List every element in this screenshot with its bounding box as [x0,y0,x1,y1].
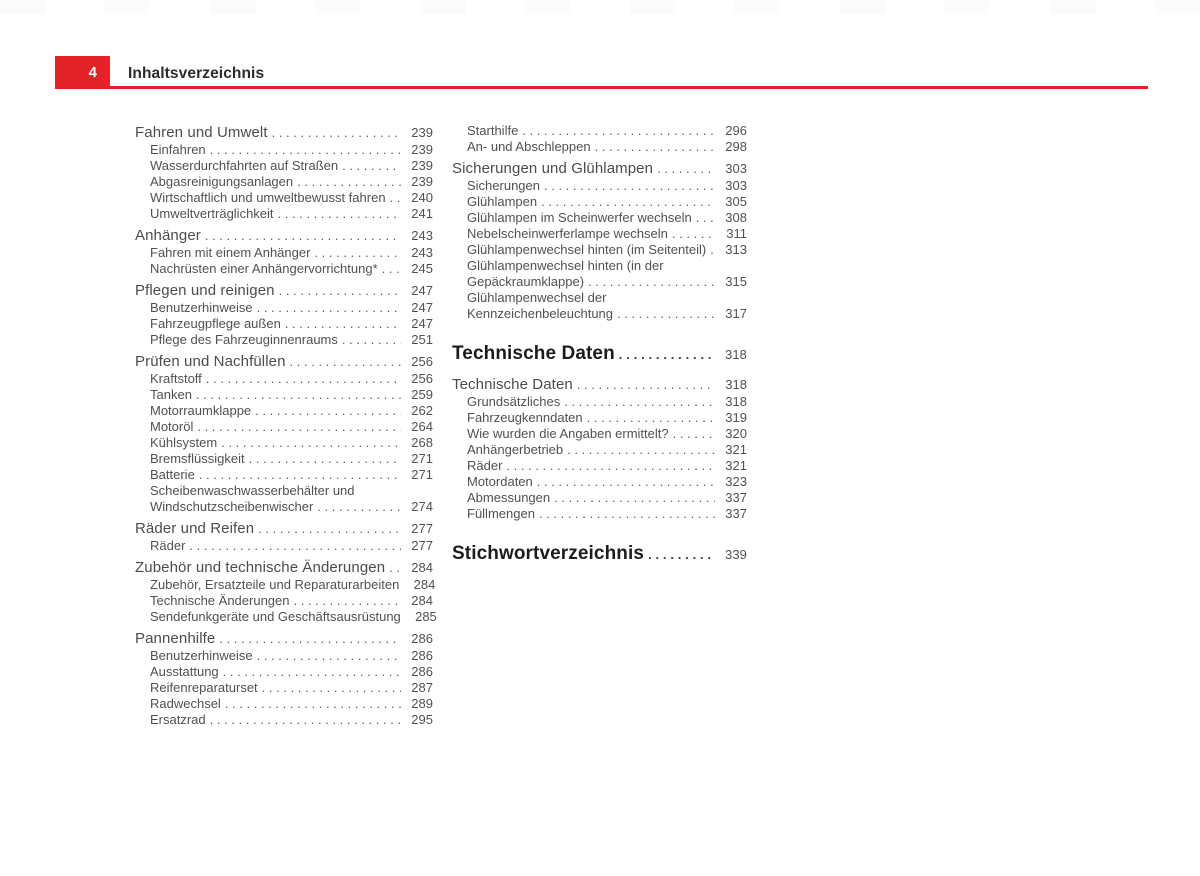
toc-entry-label: Reifenreparaturset [150,680,258,695]
toc-left-column [135,123,437,728]
toc-entry-label: Nebelscheinwerferlampe wechseln [467,226,668,241]
toc-entry-label: Benutzerhinweise [150,300,253,315]
toc-entry-label: Kühlsystem [150,435,218,450]
dot-leader [206,371,401,387]
toc-entry-label: Abgasreinigungsanlagen [150,174,294,189]
toc-entry-label-line1: Glühlampenwechsel hinten (in der [467,258,664,273]
toc-section-row [452,159,747,178]
toc-entry-label: Benutzerhinweise [150,648,253,663]
toc-entry-row [135,696,433,712]
toc-entry-row [135,419,433,435]
toc-entry-row [135,403,433,419]
toc-entry-label: Wasserdurchfahrten auf Straßen [150,158,339,173]
toc-page-number: 318 [725,347,747,362]
dot-leader [696,210,715,226]
dot-leader [522,123,715,139]
toc-page-number: 259 [411,387,433,402]
toc-entry-row [452,194,747,210]
toc-right-column [452,123,747,575]
toc-entry-row [452,139,747,155]
toc-page-number: 313 [725,242,747,257]
dot-leader [389,558,401,577]
toc-page-number: 268 [411,435,433,450]
dot-leader [710,242,715,258]
toc-entry-row [452,410,747,426]
toc-entry-label: Füllmengen [467,506,535,521]
toc-entry-label: Motordaten [467,474,533,489]
toc-page-number: 286 [411,648,433,663]
dot-leader [196,387,401,403]
toc-entry-label: Radwechsel [150,696,221,711]
toc-page-number: 303 [725,178,747,193]
toc-page-number: 284 [411,560,433,575]
toc-entry-label: Grundsätzliches [467,394,561,409]
toc-page-number: 323 [725,474,747,489]
toc-entry-row [135,174,433,190]
dot-leader [537,474,715,490]
toc-entry-row [135,206,433,222]
toc-entry-label: Zubehör, Ersatzteile und Reparaturarbeiten [150,577,400,592]
toc-page-number: 241 [411,206,433,221]
toc-page-number: 311 [726,226,747,241]
toc-page-number: 264 [411,419,433,434]
toc-entry-label: Räder [467,458,503,473]
dot-leader [588,274,715,290]
dot-leader [297,174,401,190]
toc-entry-row [135,371,433,387]
toc-page-number: 245 [411,261,433,276]
toc-entry-row [452,458,747,474]
toc-entry-row [135,332,433,348]
toc-page-number: 308 [725,210,747,225]
toc-page-number: 239 [411,158,433,173]
toc-page-number: 251 [411,332,433,347]
dot-leader [258,519,401,538]
toc-page-number: 247 [411,300,433,315]
toc-page-number: 239 [411,174,433,189]
toc-page-number: 315 [725,274,747,289]
toc-entry-row [452,394,747,410]
dot-leader [249,451,401,467]
toc-page-number: 319 [725,410,747,425]
toc-section-title: Pannenhilfe [135,630,216,647]
toc-entry-label: Abmessungen [467,490,551,505]
toc-entry-label: Tanken [150,387,192,402]
toc-page-number: 303 [725,161,747,176]
toc-section-title: Anhänger [135,227,201,244]
dot-leader [210,142,401,158]
toc-entry-row [135,499,433,515]
dot-leader [279,281,401,300]
toc-page-number: 339 [725,547,747,562]
toc-page-number: 318 [725,394,747,409]
toc-entry-label: Wirtschaftlich und umweltbewusst fahren [150,190,386,205]
toc-entry-label: Fahren mit einem Anhänger [150,245,311,260]
dot-leader [225,696,401,712]
toc-entry-label-line1: Glühlampenwechsel der [467,290,607,305]
toc-entry-label: Starthilfe [467,123,519,138]
toc-entry-label: Räder [150,538,186,553]
toc-entry-row [135,190,433,206]
toc-entry-label: Technische Änderungen [150,593,290,608]
page-header [55,56,1148,89]
toc-entry-row [135,261,433,277]
dot-leader [544,178,715,194]
toc-entry-row [452,474,747,490]
toc-page-number: 247 [411,283,433,298]
toc-page-number: 271 [411,467,433,482]
toc-entry-row [135,680,433,696]
page-title: Inhaltsverzeichnis [128,65,265,82]
toc-entry-label: Motorraumklappe [150,403,252,418]
dot-leader [294,593,402,609]
toc-entry-label: Glühlampen [467,194,538,209]
toc-page-number: 243 [411,245,433,260]
dot-leader [314,245,401,261]
toc-section-title: Pflegen und reinigen [135,282,275,299]
toc-entry-label: Sendefunkgeräte und Geschäftsausrüstung [150,609,401,624]
toc-entry-label: Bremsflüssigkeit [150,451,245,466]
toc-entry-row [135,435,433,451]
dot-leader [506,458,715,474]
toc-entry-row [452,242,747,258]
toc-entry-label: Kennzeichenbeleuchtung [467,306,614,321]
toc-entry-row [452,442,747,458]
toc-page-number: 239 [411,142,433,157]
page-number-box [55,56,110,89]
dot-leader [317,499,401,515]
toc-entry-row [135,712,433,728]
dot-leader [219,629,401,648]
toc-entry-label: Umweltverträglichkeit [150,206,274,221]
toc-page-number: 321 [725,442,747,457]
toc-page-number: 305 [725,194,747,209]
toc-page-number: 247 [411,316,433,331]
dot-leader [595,139,715,155]
toc-page-number: 295 [411,712,433,727]
toc-section-row [135,226,433,245]
dot-leader [272,123,401,142]
dot-leader [223,664,401,680]
toc-section-row [135,281,433,300]
toc-entry-row [452,210,747,226]
dot-leader [257,300,401,316]
toc-page-number: 277 [411,538,433,553]
toc-section-title: Prüfen und Nachfüllen [135,353,286,370]
toc-entry-row [135,300,433,316]
toc-entry-label: Einfahren [150,142,206,157]
dot-leader [554,490,715,506]
dot-leader [619,343,715,367]
toc-page-number: 318 [725,377,747,392]
toc-page-number: 284 [413,577,436,592]
toc-entry-label: Ersatzrad [150,712,206,727]
dot-leader [205,226,401,245]
dot-leader [262,680,401,696]
toc-chapter-row [452,542,747,567]
toc-entry-row [452,306,747,322]
toc-page-number: 239 [411,125,433,140]
toc-section-title: Technische Daten [452,376,573,393]
toc-page-number: 287 [411,680,433,695]
toc-entry-row [135,158,433,174]
dot-leader [587,410,715,426]
scan-noise-strip [0,0,1200,14]
toc-entry-label: Batterie [150,467,195,482]
toc-entry-row [452,506,747,522]
dot-leader [278,206,401,222]
toc-page-number: 320 [725,426,747,441]
toc-chapter-title: Stichwortverzeichnis [452,543,645,564]
toc-entry-row [135,577,436,593]
toc-entry-row [135,593,433,609]
toc-page-number: 296 [725,123,747,138]
dot-leader [539,506,715,522]
toc-entry-label: Gepäckraumklappe) [467,274,585,289]
toc-entry-row [452,178,747,194]
toc-entry-label: Glühlampenwechsel hinten (im Seitenteil) [467,242,707,257]
dot-leader [567,442,715,458]
toc-entry-label: Ausstattung [150,664,219,679]
toc-entry-label: Motoröl [150,419,194,434]
toc-section-title: Räder und Reifen [135,520,255,537]
toc-entry-label: Anhängerbetrieb [467,442,564,457]
toc-entry-label: Glühlampen im Scheinwerfer wechseln [467,210,692,225]
dot-leader [648,543,715,567]
dot-leader [577,375,715,394]
toc-entry-label: Windschutzscheibenwischer [150,499,314,514]
toc-entry-row [135,451,433,467]
toc-entry-label: Wie wurden die Angaben ermittelt? [467,426,669,441]
page-number: 4 [88,64,97,81]
toc-page-number: 262 [411,403,433,418]
toc-entry-row [135,609,437,625]
toc-page-number: 321 [725,458,747,473]
toc-page-number: 240 [411,190,433,205]
toc-entry-row [135,467,433,483]
toc-section-title: Sicherungen und Glühlampen [452,160,654,177]
dot-leader [657,159,715,178]
toc-entry-label: Kraftstoff [150,371,202,386]
toc-page-number: 337 [725,506,747,521]
toc-section-title: Fahren und Umwelt [135,124,268,141]
toc-section-row [452,375,747,394]
dot-leader [257,648,401,664]
toc-entry-row [135,538,433,554]
toc-chapter-title: Technische Daten [452,343,615,364]
toc-section-row [135,519,433,538]
toc-chapter-row [452,342,747,367]
toc-page-number: 277 [411,521,433,536]
dot-leader [210,712,401,728]
header-rule [110,86,1148,89]
toc-entry-row [452,226,747,242]
toc-entry-row [135,648,433,664]
toc-entry-label: Fahrzeugpflege außen [150,316,281,331]
toc-page-number: 337 [725,490,747,505]
toc-section-row [135,558,433,577]
toc-page-number: 274 [411,499,433,514]
dot-leader [221,435,401,451]
toc-section-title: Zubehör und technische Änderungen [135,559,386,576]
toc-page-number: 289 [411,696,433,711]
toc-page-number: 286 [411,664,433,679]
dot-leader [285,316,401,332]
dot-leader [382,261,401,277]
toc-page-number: 285 [415,609,437,624]
dot-leader [342,158,401,174]
dot-leader [199,467,401,483]
toc-entry-row [452,274,747,290]
toc-page-number: 317 [725,306,747,321]
toc-entry-row [452,490,747,506]
toc-entry-label: Sicherungen [467,178,540,193]
toc-entry-row [135,142,433,158]
toc-page-number: 256 [411,371,433,386]
dot-leader [390,190,401,206]
dot-leader [290,352,401,371]
toc-entry-row [452,426,747,442]
toc-page-number: 243 [411,228,433,243]
dot-leader [672,226,715,242]
toc-entry-label: An- und Abschleppen [467,139,591,154]
toc-entry-row [135,316,433,332]
toc-entry-row [135,387,433,403]
dot-leader [541,194,715,210]
toc-entry-label: Pflege des Fahrzeuginnenraums [150,332,338,347]
toc-entry-row [135,664,433,680]
dot-leader [617,306,715,322]
toc-section-row [135,352,433,371]
toc-page-number: 256 [411,354,433,369]
dot-leader [197,419,401,435]
toc-entry-row [135,245,433,261]
toc-page-number: 286 [411,631,433,646]
toc-page-number: 298 [725,139,747,154]
toc-page-number: 284 [411,593,433,608]
dot-leader [342,332,401,348]
toc-entry-label: Nachrüsten einer Anhängervorrichtung* [150,261,378,276]
toc-entry-label-line1: Scheibenwaschwasserbehälter und [150,483,355,498]
dot-leader [673,426,715,442]
dot-leader [189,538,401,554]
toc-entry-label: Fahrzeugkenndaten [467,410,583,425]
dot-leader [564,394,715,410]
toc-page-number: 271 [411,451,433,466]
toc-section-row [135,629,433,648]
toc-entry-row [452,123,747,139]
toc-section-row [135,123,433,142]
dot-leader [255,403,401,419]
